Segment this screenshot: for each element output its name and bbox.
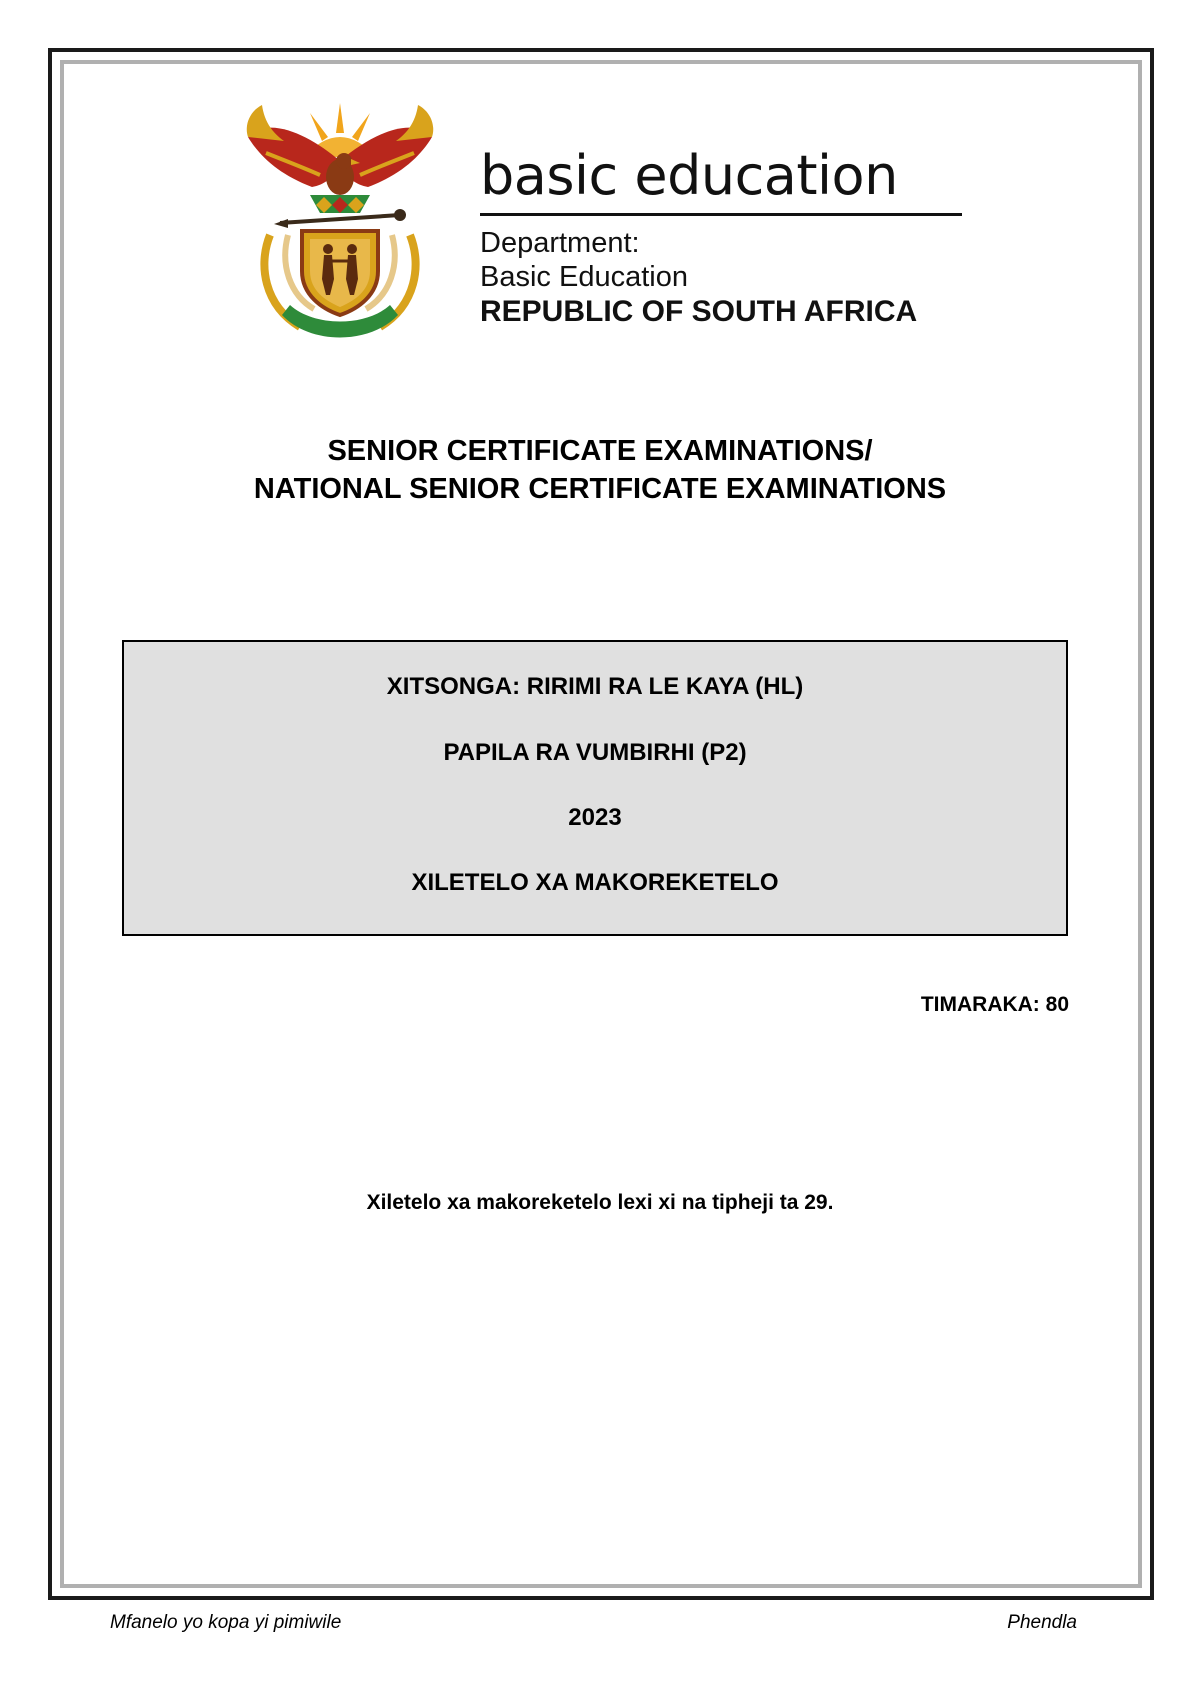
paper-name: PAPILA RA VUMBIRHI (P2) (443, 739, 747, 766)
brand-name: basic education (480, 144, 898, 207)
letterhead (240, 95, 970, 345)
exam-title-line-2: NATIONAL SENIOR CERTIFICATE EXAMINATIONS (253, 473, 947, 505)
subject-box (122, 640, 1068, 936)
document-type: XILETELO XA MAKOREKETELO (411, 869, 779, 896)
department-line-2: Basic Education (480, 261, 688, 293)
coat-of-arms-icon (240, 95, 440, 345)
department-brand (480, 143, 962, 330)
exam-title (0, 432, 1200, 508)
total-marks: TIMARAKA: 80 (920, 993, 1069, 1016)
exam-year: 2023 (568, 804, 622, 831)
country-name: REPUBLIC OF SOUTH AFRICA (480, 295, 918, 328)
subject-name: XITSONGA: RIRIMI RA LE KAYA (HL) (386, 673, 804, 700)
brand-divider (480, 213, 962, 216)
exam-title-line-1: SENIOR CERTIFICATE EXAMINATIONS/ (327, 435, 873, 467)
page-count-note: Xiletelo xa makoreketelo lexi xi na tipheji ta 29. (366, 1191, 834, 1214)
please-turn-over: Phendla (1007, 1612, 1077, 1633)
department-line-1: Department: (480, 227, 640, 259)
copyright-notice: Mfanelo yo kopa yi pimiwile (110, 1612, 342, 1633)
